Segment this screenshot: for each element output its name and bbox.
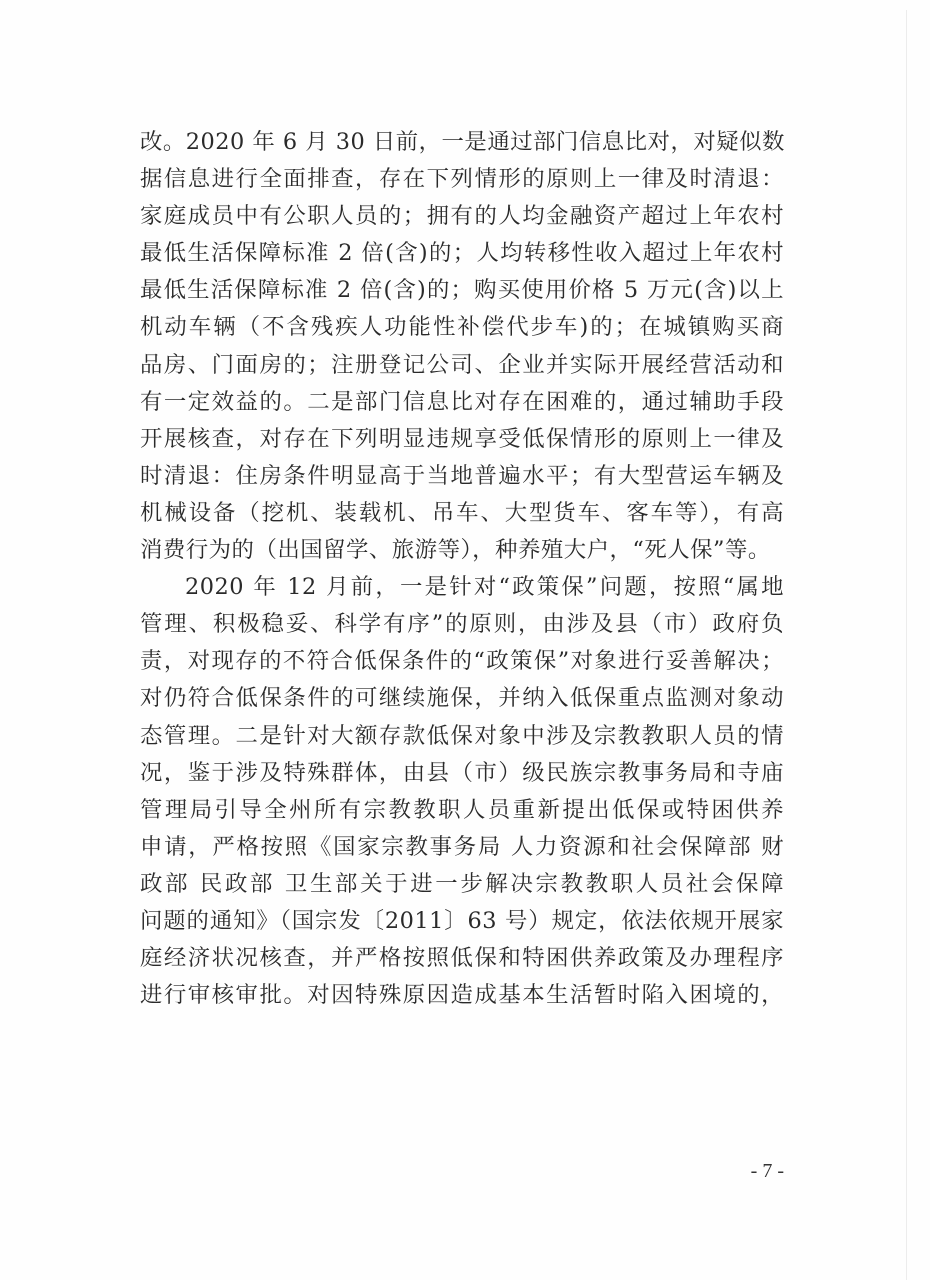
- text-line: 家庭成员中有公职人员的；拥有的人均金融资产超过上年农村: [140, 203, 784, 230]
- text-line: 最低生活保障标准 2 倍(含)的；人均转移性收入超过上年农村: [140, 240, 784, 267]
- text-line: 有一定效益的。二是部门信息比对存在困难的，通过辅助手段: [140, 388, 784, 415]
- text-line: 消费行为的（出国留学、旅游等），种养殖大户，“死人保”等。: [140, 537, 771, 564]
- text-line: 对仍符合低保条件的可继续施保，并纳入低保重点监测对象动: [140, 685, 784, 712]
- text-line: 问题的通知》（国宗发〔2011〕63 号）规定，依法依规开展家: [140, 907, 784, 934]
- text-line: 改。2020 年 6 月 30 日前，一是通过部门信息比对，对疑似数: [140, 129, 785, 155]
- page-number: - 7 -: [750, 1160, 784, 1182]
- text-line: 据信息进行全面排查，存在下列情形的原则上一律及时清退：: [140, 166, 784, 193]
- text-line: 管理局引导全州所有宗教教职人员重新提出低保或特困供养: [140, 796, 784, 823]
- text-line: 进行审核审批。对因特殊原因造成基本生活暂时陷入困境的，: [140, 982, 784, 1009]
- text-line-indented: 2020 年 12 月前，一是针对“政策保”问题，按照“属地: [185, 574, 784, 601]
- text-line: 申请，严格按照《国家宗教事务局 人力资源和社会保障部 财: [140, 833, 784, 860]
- text-line: 责，对现存的不符合低保条件的“政策保”对象进行妥善解决；: [140, 648, 784, 675]
- text-line: 管理、积极稳妥、科学有序”的原则，由涉及县（市）政府负: [140, 611, 784, 638]
- page-edge-line: [906, 10, 907, 1280]
- text-line: 态管理。二是针对大额存款低保对象中涉及宗教教职人员的情: [140, 722, 784, 749]
- text-line: 政部 民政部 卫生部关于进一步解决宗教教职人员社会保障: [140, 870, 784, 897]
- text-line: 开展核查，对存在下列明显违规享受低保情形的原则上一律及: [140, 425, 784, 452]
- text-line: 机动车辆（不含残疾人功能性补偿代步车)的；在城镇购买商: [140, 314, 784, 341]
- text-line: 时清退：住房条件明显高于当地普遍水平；有大型营运车辆及: [140, 462, 784, 489]
- text-line: 况，鉴于涉及特殊群体，由县（市）级民族宗教事务局和寺庙: [140, 759, 784, 786]
- text-line: 最低生活保障标准 2 倍(含)的；购买使用价格 5 万元(含)以上: [140, 277, 784, 304]
- text-line: 庭经济状况核查，并严格按照低保和特困供养政策及办理程序: [140, 945, 784, 972]
- body-text: [140, 124, 784, 1014]
- text-line: 品房、门面房的；注册登记公司、企业并实际开展经营活动和: [140, 351, 784, 378]
- text-line: 机械设备（挖机、装载机、吊车、大型货车、客车等），有高: [140, 499, 784, 526]
